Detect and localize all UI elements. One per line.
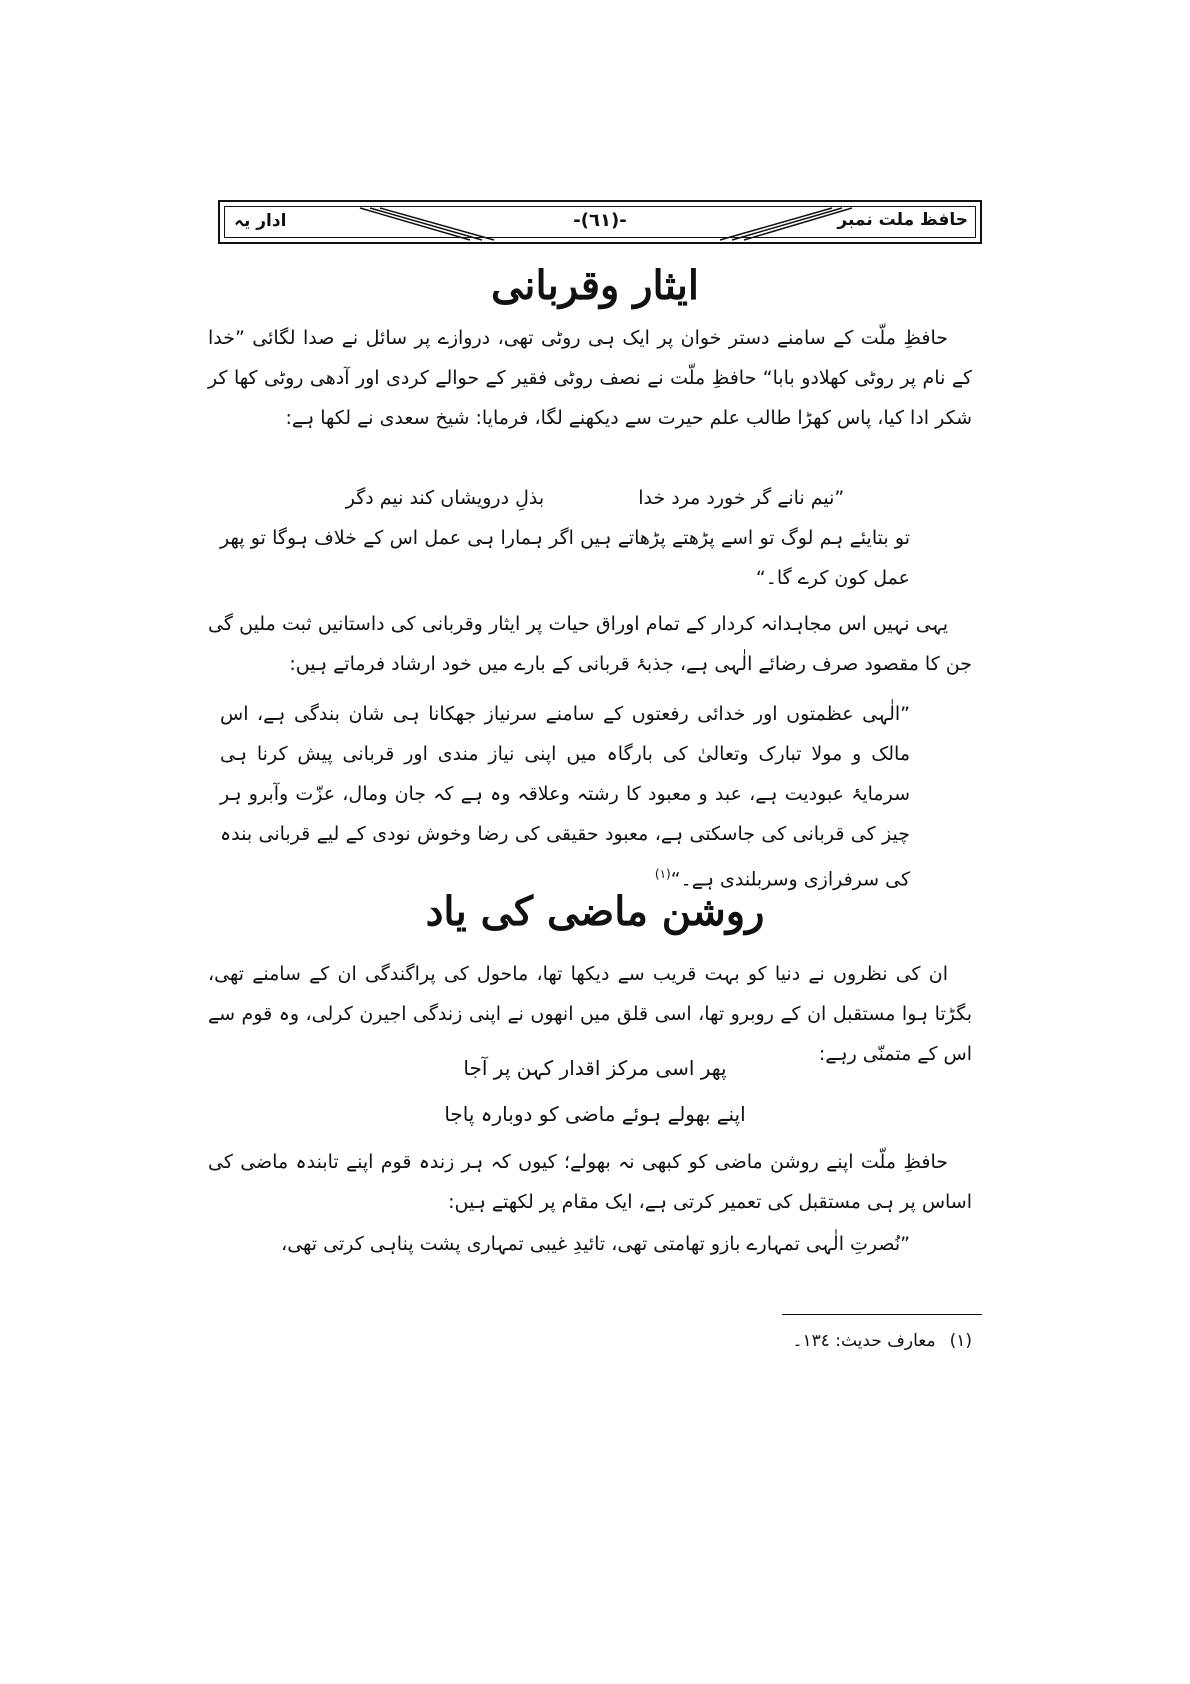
footnote-reference: (١) bbox=[654, 867, 671, 881]
footnote-separator bbox=[782, 1314, 982, 1315]
couplet-first-hemistich: ”نیم نانے گر خورد مرد خدا bbox=[638, 487, 845, 509]
footnote-marker: (١) bbox=[949, 1331, 972, 1351]
paragraph: یہی نہیں اس مجاہدانہ کردار کے تمام اوراق حیات پر ایثار وقربانی کی داستانیں ثبت ملیں گی جن کا مقصود صرف رضائے الٰہی ہے، جذبۂ قربانی کے بارے میں خود ارشاد فرماتے ہیں: bbox=[208, 613, 972, 675]
quotation-text: ”الٰہی عظمتوں اور خدائی رفعتوں کے سامنے سرنیاز جھکانا ہی شان بندگی ہے، اس مالک و مولا تبارک وتعالیٰ کی بارگاہ میں اپنی نیاز مندی اور قربانی پیش کرنا ہی سرمایۂ عبودیت ہے، عبد و معبود کا رشتہ وعلاقہ وہ ہے کہ جان ومال، عزّت وآبرو ہر چیز کی قربانی کی جاسکتی ہے، معبود حقیقی کی رضا وخوش نودی کے لیے قربانی بندہ کی سرفرازی وسربلندی ہے۔“ bbox=[220, 703, 910, 891]
header-journal-title: حافظ ملت نمبر bbox=[837, 210, 968, 230]
footnote-text: معارف حدیث: ١٣٤۔ bbox=[792, 1331, 936, 1351]
quotation-block bbox=[220, 694, 910, 899]
section-title-sacrifice: ایثار وقربانی bbox=[490, 262, 700, 309]
footnote bbox=[208, 1326, 972, 1356]
running-header bbox=[218, 200, 982, 244]
couplet-second-hemistich: بذلِ درویشاں کند نیم دگر bbox=[345, 487, 545, 509]
persian-couplet bbox=[0, 478, 1190, 518]
poem-line: اپنے بھولے ہوئے ماضی کو دوبارہ پاجا bbox=[444, 1102, 746, 1126]
section-title-bright-past: روشن ماضی کی یاد bbox=[425, 888, 765, 935]
header-section-name: ادار یہ bbox=[234, 211, 287, 231]
paragraph: ان کی نظروں نے دنیا کو بہت قریب سے دیکھا تھا، ماحول کی پراگندگی ان کے سامنے تھی، بگڑتا ہوا مستقبل ان کے روبرو تھا، اسی قلق میں انھوں نے اپنی زندگی اجیرن کرلی، وہ قوم سے اس کے متمنّی رہے: bbox=[208, 963, 972, 1065]
paragraph: حافظِ ملّت کے سامنے دستر خوان پر ایک ہی روٹی تھی، دروازے پر سائل نے صدا لگائی ”خدا کے نام پر روٹی کھلادو بابا“ حافظِ ملّت نے نصف روٹی فقیر کے حوالے کردی اور آدھی روٹی کھا کر شکر ادا کیا، پاس کھڑا طالب علم حیرت سے دیکھنے لگا، فرمایا: شیخ سعدی نے لکھا ہے: bbox=[208, 327, 972, 429]
page-number: -(٦١)- bbox=[573, 210, 627, 231]
poem-line: پھر اسی مرکز اقدار کہن پر آجا bbox=[463, 1056, 727, 1080]
paragraph: حافظِ ملّت اپنے روشن ماضی کو کبھی نہ بھولے؛ کیوں کہ ہر زندہ قوم اپنے تابندہ ماضی کی اساس پر ہی مستقبل کی تعمیر کرتی ہے، ایک مقام پر لکھتے ہیں: bbox=[208, 1151, 972, 1213]
quotation: تو بتایئے ہم لوگ تو اسے پڑھتے پڑھاتے ہیں اگر ہمارا ہی عمل اس کے خلاف ہوگا تو پھر عمل کون کرے گا۔“ bbox=[220, 527, 910, 589]
quotation: ”نُصرتِ الٰہی تمہارے بازو تھامتی تھی، تائیدِ غیبی تمہاری پشت پناہی کرتی تھی، bbox=[281, 1233, 910, 1255]
